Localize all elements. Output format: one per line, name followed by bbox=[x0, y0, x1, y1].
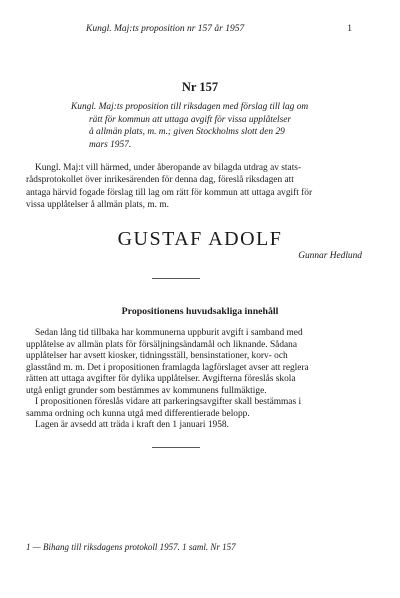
divider-rule bbox=[152, 278, 200, 279]
summary-line: samma ordning och kunna utgå med differentierade belopp. bbox=[26, 408, 250, 419]
intro-line: vissa upplåtelser å allmän plats, m. m. bbox=[26, 200, 169, 211]
summary-line: rätten att uttaga avgifter för dylika upplåtelser. Avgifterna föreslås skola bbox=[26, 374, 296, 384]
summary-line: utgå enligt grunder som bestämmes av kommunens fullmäktige. bbox=[26, 385, 267, 396]
summary-line: Sedan lång tid tillbaka har kommunerna uppburit avgift i samband med bbox=[35, 328, 303, 338]
summary-body bbox=[26, 328, 379, 432]
summary-line: upplåtelse av allmän plats för försäljningsändamål och liknande. Sådana bbox=[26, 339, 298, 350]
intro-line: Kungl. Maj:t vill härmed, under åberopande av bilagda utdrag av stats- bbox=[35, 163, 302, 173]
section-heading: Propositionens huvudsakliga innehåll bbox=[121, 306, 279, 317]
bill-title bbox=[71, 101, 361, 151]
footnote: 1 — Bihang till riksdagens protokoll 1957. 1 saml. Nr 157 bbox=[26, 542, 236, 552]
page-number: 1 bbox=[347, 24, 352, 34]
summary-line: glasstånd m. m. Det i propositionen framlagda lagförslaget avser att reglera bbox=[26, 362, 309, 373]
intro-line: rådsprotokollet över inrikesärenden för denna dag, föreslå riksdagen att bbox=[26, 175, 294, 186]
running-header bbox=[86, 24, 380, 34]
summary-line: upplåtelser har avsett kiosker, tidningsställ, bensinstationer, korv- och bbox=[26, 351, 288, 361]
minister-signature: Gunnar Hedlund bbox=[298, 251, 362, 261]
divider-rule bbox=[152, 447, 200, 448]
bill-title-line: Kungl. Maj:ts proposition till riksdagen med förslag till lag om bbox=[71, 102, 309, 112]
running-title: Kungl. Maj:ts proposition nr 157 år 1957 bbox=[86, 24, 245, 34]
intro-line: antaga härvid fogade förslag till lag om rätt för kommun att uttaga avgift för bbox=[26, 187, 313, 198]
bill-title-line: mars 1957. bbox=[89, 139, 132, 150]
bill-title-line: å allmän plats, m. m.; given Stockholms slott den 29 bbox=[89, 127, 285, 137]
summary-line: I propositionen föreslås vidare att parkeringsavgifter skall bestämmas i bbox=[35, 397, 302, 407]
bill-title-line: rätt för kommun att uttaga avgift för vissa upplåtelser bbox=[89, 114, 292, 125]
summary-line: Lagen är avsedd att träda i kraft den 1 januari 1958. bbox=[35, 420, 229, 430]
bill-number: Nr 157 bbox=[181, 80, 219, 94]
intro-paragraph bbox=[26, 162, 377, 212]
king-signature: GUSTAF ADOLF bbox=[117, 228, 283, 250]
